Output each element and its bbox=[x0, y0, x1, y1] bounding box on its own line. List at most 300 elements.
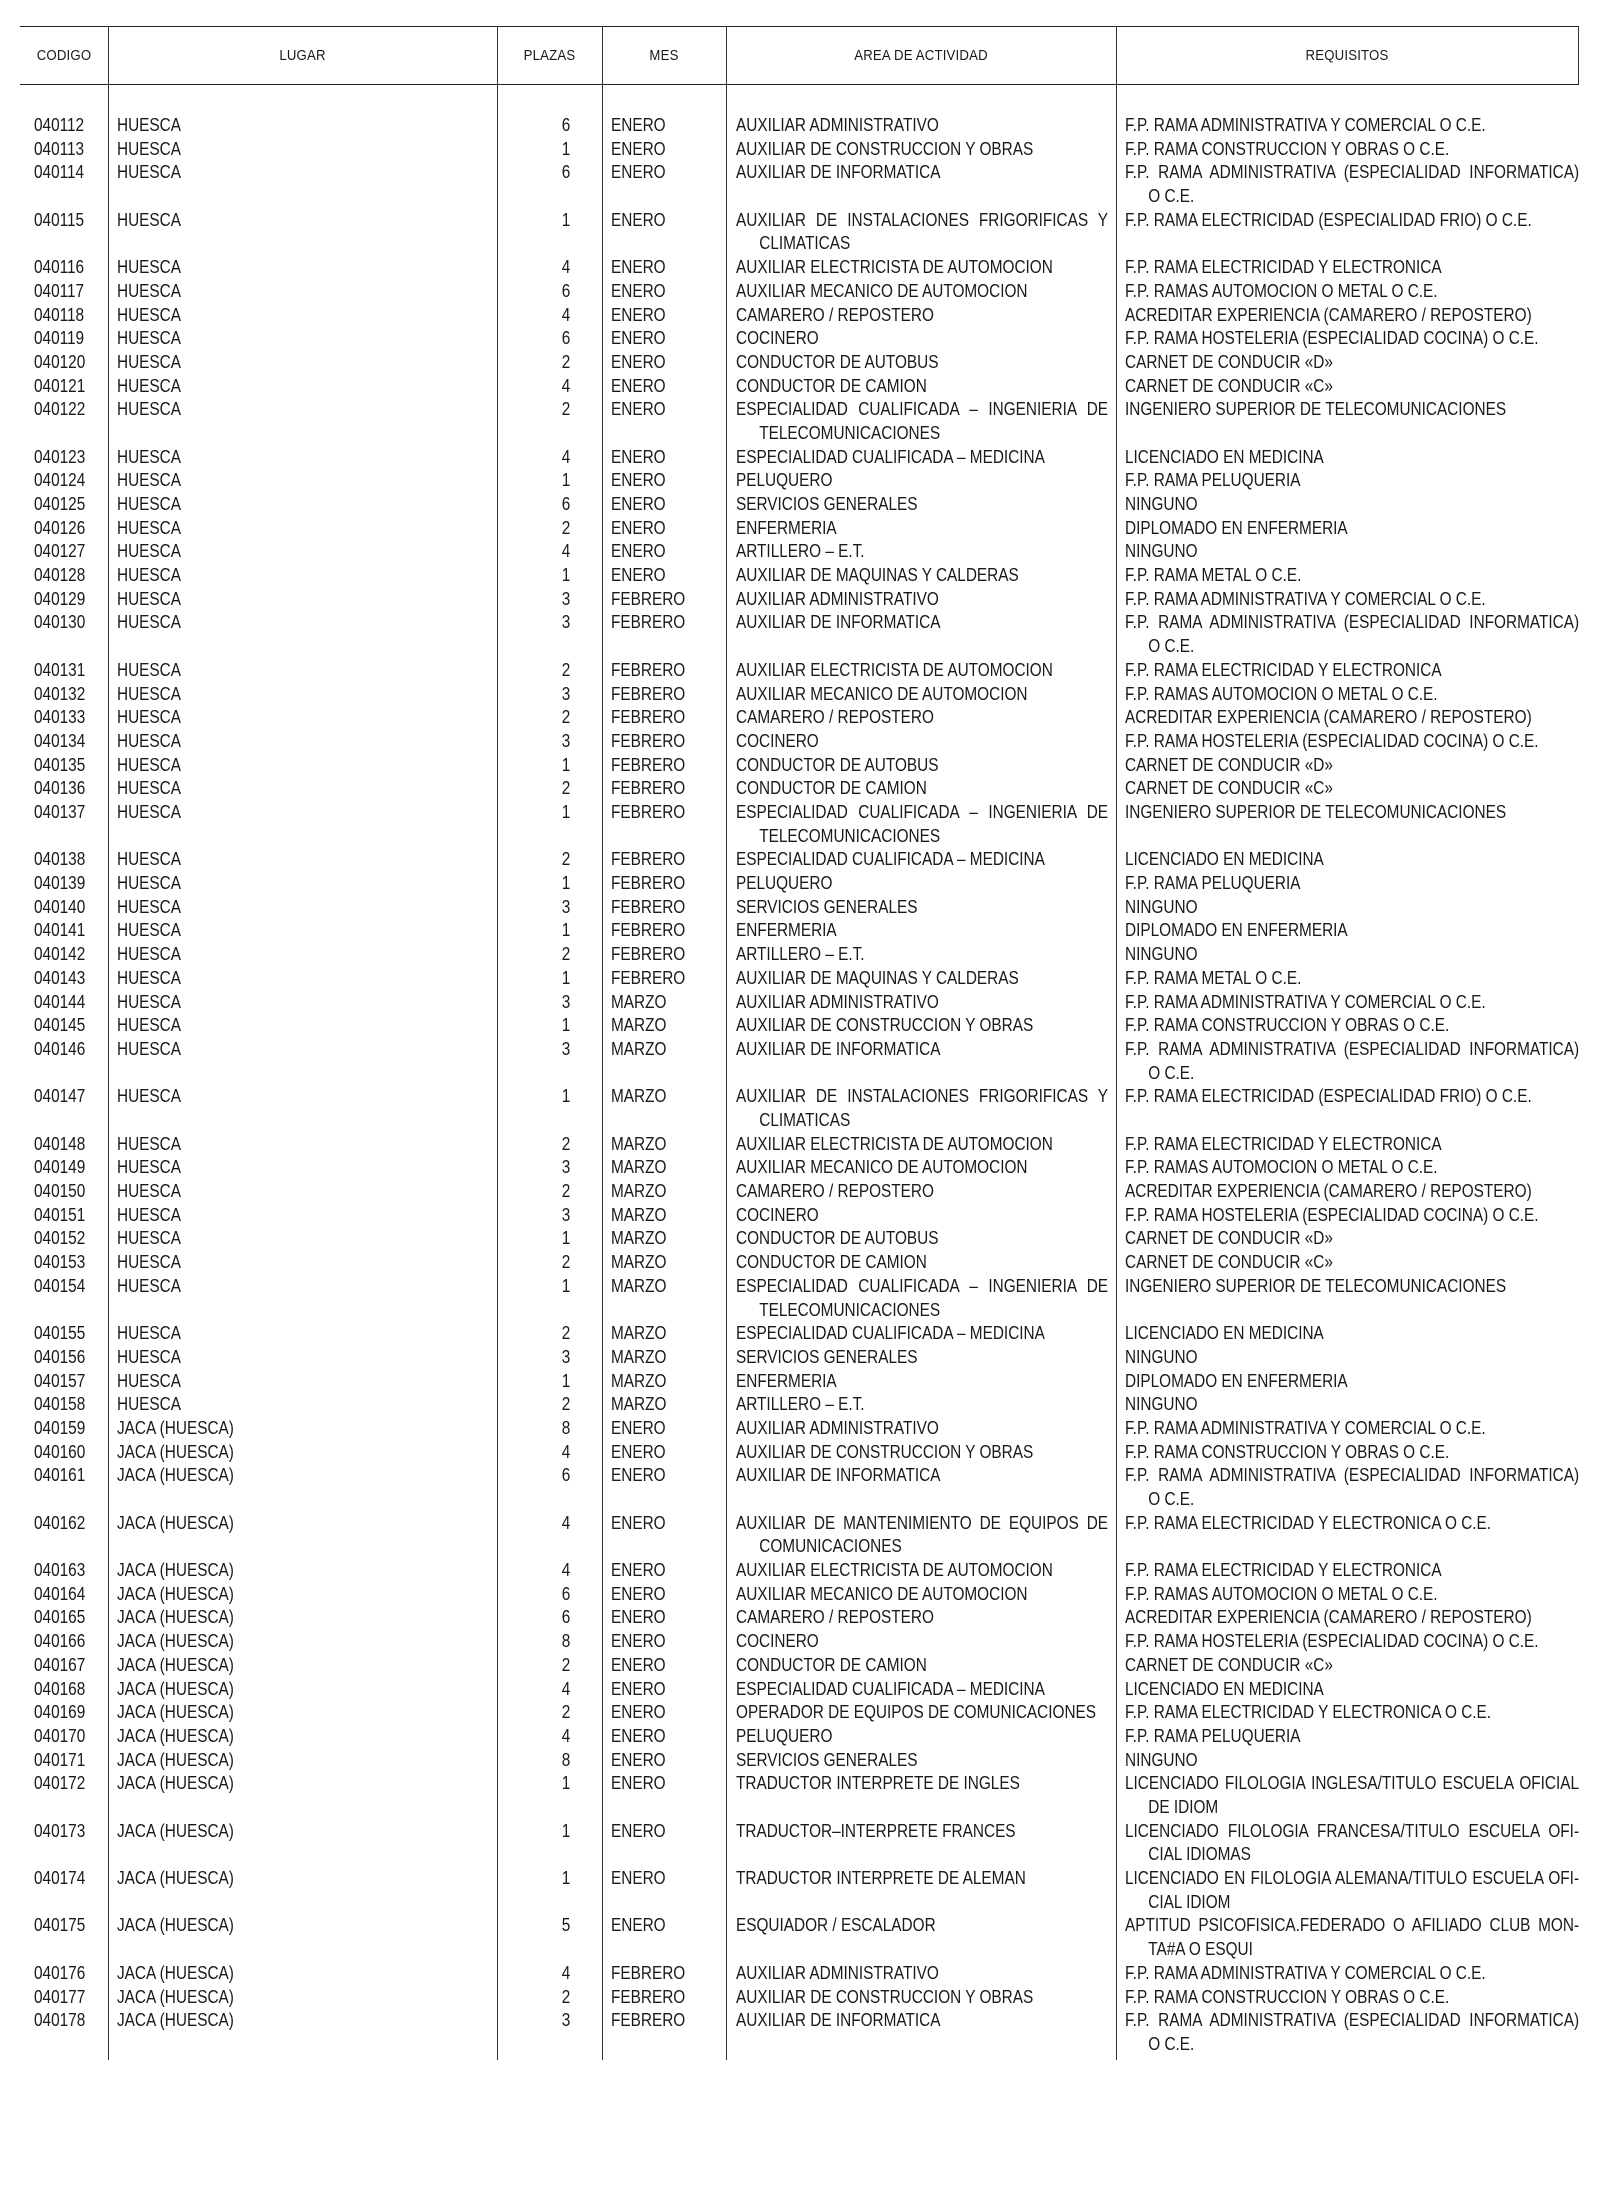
row-mes: ENERO bbox=[611, 114, 666, 135]
table-row bbox=[0, 776, 1598, 800]
row-mes: ENERO bbox=[611, 1653, 666, 1675]
row-area-continuation: TELECOMUNICACIONES bbox=[759, 824, 941, 846]
row-plazas: 3 bbox=[561, 611, 570, 633]
table-row bbox=[0, 326, 1598, 350]
row-codigo: 040114 bbox=[34, 161, 85, 183]
row-area: AUXILIAR MECANICO DE AUTOMOCION bbox=[736, 279, 1028, 301]
row-mes: ENERO bbox=[611, 1748, 666, 1770]
table-row bbox=[0, 1416, 1598, 1440]
table-row bbox=[0, 966, 1598, 990]
row-area: COCINERO bbox=[736, 729, 819, 751]
table-row bbox=[0, 397, 1598, 444]
table-row bbox=[0, 1677, 1598, 1701]
row-area: AUXILIAR DE INFORMATICA bbox=[736, 1464, 941, 1486]
row-area: SERVICIOS GENERALES bbox=[736, 1748, 918, 1770]
row-mes: ENERO bbox=[611, 1582, 666, 1604]
row-lugar: HUESCA bbox=[117, 753, 182, 775]
row-requisitos-continuation: TA#A O ESQUI bbox=[1148, 1938, 1253, 1960]
row-lugar: HUESCA bbox=[117, 848, 182, 870]
row-mes: ENERO bbox=[611, 303, 666, 325]
row-requisitos: F.P. RAMAS AUTOMOCION O METAL O C.E. bbox=[1125, 279, 1438, 301]
row-plazas: 6 bbox=[561, 114, 570, 135]
row-area: AUXILIAR DE CONSTRUCCION Y OBRAS bbox=[736, 1985, 1034, 2007]
row-mes: ENERO bbox=[611, 1630, 666, 1652]
row-codigo: 040146 bbox=[34, 1037, 86, 1059]
row-lugar: JACA (HUESCA) bbox=[117, 1511, 234, 1533]
row-area: AUXILIAR DE CONSTRUCCION Y OBRAS bbox=[736, 1014, 1034, 1036]
row-plazas: 2 bbox=[561, 1132, 570, 1154]
row-codigo: 040141 bbox=[34, 919, 86, 941]
row-requisitos: F.P. RAMA ELECTRICIDAD Y ELECTRONICA bbox=[1125, 1559, 1442, 1581]
table-row bbox=[0, 374, 1598, 398]
row-lugar: JACA (HUESCA) bbox=[117, 1867, 234, 1889]
row-area: AUXILIAR MECANICO DE AUTOMOCION bbox=[736, 1582, 1028, 1604]
table-row bbox=[0, 918, 1598, 942]
table-row bbox=[0, 137, 1598, 161]
row-plazas: 4 bbox=[561, 1724, 570, 1746]
row-lugar: HUESCA bbox=[117, 350, 182, 372]
row-lugar: HUESCA bbox=[117, 1393, 182, 1415]
table-row bbox=[0, 350, 1598, 374]
row-codigo: 040150 bbox=[34, 1180, 86, 1202]
row-plazas: 1 bbox=[561, 1819, 570, 1841]
row-lugar: HUESCA bbox=[117, 706, 182, 728]
row-lugar: HUESCA bbox=[117, 682, 182, 704]
row-plazas: 4 bbox=[561, 1961, 570, 1983]
row-requisitos: NINGUNO bbox=[1125, 943, 1198, 965]
row-area: TRADUCTOR INTERPRETE DE INGLES bbox=[736, 1772, 1020, 1794]
row-requisitos: F.P. RAMA ELECTRICIDAD Y ELECTRONICA bbox=[1125, 1132, 1442, 1154]
row-codigo: 040133 bbox=[34, 706, 86, 728]
row-mes: MARZO bbox=[611, 990, 667, 1012]
row-mes: FEBRERO bbox=[611, 777, 686, 799]
row-mes: MARZO bbox=[611, 1274, 667, 1296]
row-codigo: 040144 bbox=[34, 990, 86, 1012]
row-area: ARTILLERO – E.T. bbox=[736, 1393, 865, 1415]
column-divider bbox=[1578, 26, 1579, 84]
table-row bbox=[0, 539, 1598, 563]
row-requisitos-continuation: O C.E. bbox=[1148, 185, 1195, 207]
row-requisitos: NINGUNO bbox=[1125, 1345, 1198, 1367]
row-plazas: 1 bbox=[561, 801, 570, 822]
row-plazas: 1 bbox=[561, 966, 570, 988]
row-plazas: 3 bbox=[561, 2009, 570, 2031]
header-mes: MES bbox=[649, 46, 679, 64]
row-plazas: 3 bbox=[561, 895, 570, 917]
table-row bbox=[0, 492, 1598, 516]
row-mes: MARZO bbox=[611, 1369, 667, 1391]
row-codigo: 040169 bbox=[34, 1701, 86, 1723]
row-mes: ENERO bbox=[611, 1559, 666, 1581]
row-lugar: HUESCA bbox=[117, 1037, 182, 1059]
row-plazas: 2 bbox=[561, 398, 570, 420]
row-area: CONDUCTOR DE CAMION bbox=[736, 374, 927, 396]
row-plazas: 3 bbox=[561, 1156, 570, 1178]
row-mes: FEBRERO bbox=[611, 872, 686, 894]
row-requisitos: CARNET DE CONDUCIR «D» bbox=[1125, 753, 1333, 775]
row-requisitos: F.P. RAMA ELECTRICIDAD Y ELECTRONICA O C.E. bbox=[1125, 1701, 1492, 1723]
row-requisitos: CARNET DE CONDUCIR «C» bbox=[1125, 777, 1333, 799]
row-lugar: JACA (HUESCA) bbox=[117, 1961, 234, 1983]
row-lugar: HUESCA bbox=[117, 493, 182, 515]
row-requisitos: F.P. RAMA ELECTRICIDAD (ESPECIALIDAD FRIO) O C.E. bbox=[1125, 1085, 1532, 1107]
row-codigo: 040120 bbox=[34, 350, 86, 372]
row-codigo: 040112 bbox=[34, 114, 85, 135]
row-area: ESPECIALIDAD CUALIFICADA – INGENIERIA DE bbox=[736, 1274, 1109, 1296]
row-lugar: HUESCA bbox=[117, 777, 182, 799]
table-row bbox=[0, 1463, 1598, 1510]
table-row bbox=[0, 1558, 1598, 1582]
row-codigo: 040122 bbox=[34, 398, 86, 420]
row-codigo: 040124 bbox=[34, 469, 86, 491]
row-requisitos: CARNET DE CONDUCIR «D» bbox=[1125, 1227, 1333, 1249]
table-row bbox=[0, 1226, 1598, 1250]
row-plazas: 2 bbox=[561, 1322, 570, 1344]
table-row bbox=[0, 1582, 1598, 1606]
row-area: AUXILIAR DE MAQUINAS Y CALDERAS bbox=[736, 966, 1019, 988]
row-area: TRADUCTOR–INTERPRETE FRANCES bbox=[736, 1819, 1016, 1841]
row-mes: MARZO bbox=[611, 1014, 667, 1036]
row-plazas: 8 bbox=[561, 1748, 570, 1770]
row-requisitos: F.P. RAMA CONSTRUCCION Y OBRAS O C.E. bbox=[1125, 1014, 1450, 1036]
row-area: PELUQUERO bbox=[736, 872, 833, 894]
table-row bbox=[0, 1084, 1598, 1131]
row-area: CONDUCTOR DE CAMION bbox=[736, 777, 927, 799]
row-area: SERVICIOS GENERALES bbox=[736, 1345, 918, 1367]
table-row bbox=[0, 563, 1598, 587]
row-requisitos: LICENCIADO FILOLOGIA INGLESA/TITULO ESCUELA OFICIAL bbox=[1125, 1772, 1580, 1794]
row-plazas: 6 bbox=[561, 327, 570, 349]
row-requisitos: F.P. RAMA ADMINISTRATIVA Y COMERCIAL O C.E. bbox=[1125, 114, 1486, 135]
row-lugar: JACA (HUESCA) bbox=[117, 1748, 234, 1770]
row-requisitos: F.P. RAMA ELECTRICIDAD Y ELECTRONICA bbox=[1125, 256, 1442, 278]
row-area: AUXILIAR DE CONSTRUCCION Y OBRAS bbox=[736, 1440, 1034, 1462]
row-lugar: HUESCA bbox=[117, 540, 182, 562]
row-mes: FEBRERO bbox=[611, 848, 686, 870]
row-lugar: HUESCA bbox=[117, 114, 182, 135]
row-lugar: JACA (HUESCA) bbox=[117, 1819, 234, 1841]
row-codigo: 040160 bbox=[34, 1440, 86, 1462]
table-row bbox=[0, 1132, 1598, 1156]
table-row bbox=[0, 1440, 1598, 1464]
row-mes: ENERO bbox=[611, 1416, 666, 1438]
row-area: AUXILIAR DE INFORMATICA bbox=[736, 611, 941, 633]
row-plazas: 6 bbox=[561, 493, 570, 515]
row-lugar: HUESCA bbox=[117, 327, 182, 349]
header-lugar: LUGAR bbox=[279, 46, 326, 64]
row-mes: MARZO bbox=[611, 1132, 667, 1154]
row-requisitos: NINGUNO bbox=[1125, 895, 1198, 917]
table-row bbox=[0, 847, 1598, 871]
row-requisitos-continuation: CIAL IDIOM bbox=[1148, 1890, 1231, 1912]
table-row bbox=[0, 1321, 1598, 1345]
row-mes: ENERO bbox=[611, 516, 666, 538]
row-mes: FEBRERO bbox=[611, 1985, 686, 2007]
row-codigo: 040178 bbox=[34, 2009, 86, 2031]
row-plazas: 2 bbox=[561, 1701, 570, 1723]
row-codigo: 040142 bbox=[34, 943, 86, 965]
row-codigo: 040176 bbox=[34, 1961, 86, 1983]
row-codigo: 040159 bbox=[34, 1416, 86, 1438]
row-mes: MARZO bbox=[611, 1037, 667, 1059]
row-plazas: 2 bbox=[561, 943, 570, 965]
row-lugar: JACA (HUESCA) bbox=[117, 1416, 234, 1438]
row-mes: MARZO bbox=[611, 1322, 667, 1344]
row-codigo: 040125 bbox=[34, 493, 86, 515]
row-mes: ENERO bbox=[611, 256, 666, 278]
row-lugar: JACA (HUESCA) bbox=[117, 1440, 234, 1462]
row-requisitos: NINGUNO bbox=[1125, 493, 1198, 515]
table-row bbox=[0, 255, 1598, 279]
row-codigo: 040123 bbox=[34, 445, 86, 467]
row-lugar: HUESCA bbox=[117, 587, 182, 609]
row-plazas: 1 bbox=[561, 919, 570, 941]
row-plazas: 1 bbox=[561, 1867, 570, 1889]
row-area: ARTILLERO – E.T. bbox=[736, 943, 865, 965]
table-row bbox=[0, 1913, 1598, 1960]
row-mes: FEBRERO bbox=[611, 801, 686, 822]
row-mes: MARZO bbox=[611, 1180, 667, 1202]
row-mes: ENERO bbox=[611, 279, 666, 301]
row-area: AUXILIAR MECANICO DE AUTOMOCION bbox=[736, 682, 1028, 704]
row-requisitos: INGENIERO SUPERIOR DE TELECOMUNICACIONES bbox=[1125, 398, 1507, 420]
row-requisitos: NINGUNO bbox=[1125, 1393, 1198, 1415]
row-requisitos: LICENCIADO EN MEDICINA bbox=[1125, 1322, 1324, 1344]
row-plazas: 5 bbox=[561, 1914, 570, 1936]
row-mes: MARZO bbox=[611, 1085, 667, 1107]
row-mes: ENERO bbox=[611, 445, 666, 467]
row-codigo: 040127 bbox=[34, 540, 86, 562]
row-codigo: 040138 bbox=[34, 848, 86, 870]
row-requisitos: F.P. RAMA HOSTELERIA (ESPECIALIDAD COCINA) O C.E. bbox=[1125, 1203, 1539, 1225]
table-row bbox=[0, 1653, 1598, 1677]
row-requisitos: F.P. RAMA METAL O C.E. bbox=[1125, 966, 1302, 988]
row-plazas: 1 bbox=[561, 1369, 570, 1391]
table-row bbox=[0, 729, 1598, 753]
row-lugar: HUESCA bbox=[117, 729, 182, 751]
row-area: AUXILIAR DE INFORMATICA bbox=[736, 1037, 941, 1059]
row-plazas: 3 bbox=[561, 1203, 570, 1225]
row-area: AUXILIAR DE INSTALACIONES FRIGORIFICAS Y bbox=[736, 208, 1109, 230]
row-lugar: HUESCA bbox=[117, 1132, 182, 1154]
row-lugar: JACA (HUESCA) bbox=[117, 1985, 234, 2007]
row-plazas: 2 bbox=[561, 1180, 570, 1202]
row-requisitos: F.P. RAMA CONSTRUCCION Y OBRAS O C.E. bbox=[1125, 1440, 1450, 1462]
row-lugar: HUESCA bbox=[117, 469, 182, 491]
row-plazas: 1 bbox=[561, 469, 570, 491]
row-area: AUXILIAR ADMINISTRATIVO bbox=[736, 1416, 939, 1438]
row-mes: ENERO bbox=[611, 1464, 666, 1486]
row-codigo: 040130 bbox=[34, 611, 86, 633]
row-requisitos: CARNET DE CONDUCIR «C» bbox=[1125, 374, 1333, 396]
row-codigo: 040173 bbox=[34, 1819, 86, 1841]
row-mes: ENERO bbox=[611, 1677, 666, 1699]
row-plazas: 2 bbox=[561, 1393, 570, 1415]
row-mes: ENERO bbox=[611, 137, 666, 159]
row-mes: ENERO bbox=[611, 1701, 666, 1723]
table-row bbox=[0, 1605, 1598, 1629]
row-codigo: 040143 bbox=[34, 966, 86, 988]
row-requisitos: F.P. RAMA HOSTELERIA (ESPECIALIDAD COCINA) O C.E. bbox=[1125, 1630, 1539, 1652]
row-lugar: HUESCA bbox=[117, 1274, 182, 1296]
row-area: ESPECIALIDAD CUALIFICADA – MEDICINA bbox=[736, 1677, 1045, 1699]
row-codigo: 040175 bbox=[34, 1914, 86, 1936]
row-plazas: 3 bbox=[561, 587, 570, 609]
table-row bbox=[0, 208, 1598, 255]
row-codigo: 040128 bbox=[34, 564, 86, 586]
row-mes: ENERO bbox=[611, 1724, 666, 1746]
row-lugar: HUESCA bbox=[117, 1014, 182, 1036]
row-area: AUXILIAR MECANICO DE AUTOMOCION bbox=[736, 1156, 1028, 1178]
table-row bbox=[0, 445, 1598, 469]
table-row bbox=[0, 279, 1598, 303]
row-requisitos: DIPLOMADO EN ENFERMERIA bbox=[1125, 516, 1348, 538]
row-area: CAMARERO / REPOSTERO bbox=[736, 303, 934, 325]
row-mes: FEBRERO bbox=[611, 682, 686, 704]
row-plazas: 2 bbox=[561, 1985, 570, 2007]
row-codigo: 040115 bbox=[34, 208, 85, 230]
row-area: CONDUCTOR DE CAMION bbox=[736, 1251, 927, 1273]
row-area-continuation: TELECOMUNICACIONES bbox=[759, 1298, 941, 1320]
table-row bbox=[0, 610, 1598, 657]
row-codigo: 040162 bbox=[34, 1511, 86, 1533]
row-codigo: 040165 bbox=[34, 1606, 86, 1628]
row-area: AUXILIAR ADMINISTRATIVO bbox=[736, 1961, 939, 1983]
row-requisitos-continuation: O C.E. bbox=[1148, 1061, 1195, 1083]
table-row bbox=[0, 1700, 1598, 1724]
row-requisitos: LICENCIADO EN FILOLOGIA ALEMANA/TITULO ESCUELA OFI- bbox=[1125, 1867, 1580, 1889]
table-row bbox=[0, 587, 1598, 611]
table-row bbox=[0, 303, 1598, 327]
row-lugar: JACA (HUESCA) bbox=[117, 1630, 234, 1652]
row-codigo: 040154 bbox=[34, 1274, 86, 1296]
row-lugar: HUESCA bbox=[117, 1227, 182, 1249]
header-plazas: PLAZAS bbox=[523, 46, 576, 64]
row-plazas: 2 bbox=[561, 516, 570, 538]
row-mes: FEBRERO bbox=[611, 943, 686, 965]
table-row bbox=[0, 1274, 1598, 1321]
row-area: ESPECIALIDAD CUALIFICADA – INGENIERIA DE bbox=[736, 801, 1109, 822]
row-area: CONDUCTOR DE AUTOBUS bbox=[736, 1227, 939, 1249]
row-lugar: HUESCA bbox=[117, 1085, 182, 1107]
row-requisitos: DIPLOMADO EN ENFERMERIA bbox=[1125, 919, 1348, 941]
row-mes: ENERO bbox=[611, 493, 666, 515]
row-lugar: HUESCA bbox=[117, 398, 182, 420]
row-codigo: 040132 bbox=[34, 682, 86, 704]
row-codigo: 040139 bbox=[34, 872, 86, 894]
row-lugar: HUESCA bbox=[117, 1251, 182, 1273]
row-plazas: 1 bbox=[561, 753, 570, 775]
row-mes: ENERO bbox=[611, 1819, 666, 1841]
row-lugar: HUESCA bbox=[117, 564, 182, 586]
table-row bbox=[0, 1629, 1598, 1653]
table-row bbox=[0, 1155, 1598, 1179]
row-requisitos: F.P. RAMA CONSTRUCCION Y OBRAS O C.E. bbox=[1125, 1985, 1450, 2007]
row-requisitos-continuation: O C.E. bbox=[1148, 635, 1195, 657]
row-plazas: 1 bbox=[561, 1772, 570, 1794]
row-mes: FEBRERO bbox=[611, 753, 686, 775]
row-requisitos: INGENIERO SUPERIOR DE TELECOMUNICACIONES bbox=[1125, 801, 1507, 822]
table-row bbox=[0, 705, 1598, 729]
row-mes: FEBRERO bbox=[611, 895, 686, 917]
row-requisitos: ACREDITAR EXPERIENCIA (CAMARERO / REPOSTERO) bbox=[1125, 706, 1532, 728]
row-plazas: 2 bbox=[561, 1653, 570, 1675]
row-mes: ENERO bbox=[611, 1606, 666, 1628]
row-lugar: HUESCA bbox=[117, 1369, 182, 1391]
row-requisitos: F.P. RAMA ADMINISTRATIVA (ESPECIALIDAD INFORMATICA) bbox=[1125, 2009, 1580, 2031]
row-mes: ENERO bbox=[611, 564, 666, 586]
row-plazas: 4 bbox=[561, 256, 570, 278]
row-mes: ENERO bbox=[611, 1914, 666, 1936]
row-requisitos: CARNET DE CONDUCIR «C» bbox=[1125, 1653, 1333, 1675]
table-header-rule bbox=[20, 84, 1579, 85]
row-area: TRADUCTOR INTERPRETE DE ALEMAN bbox=[736, 1867, 1026, 1889]
row-plazas: 6 bbox=[561, 1582, 570, 1604]
row-area: AUXILIAR ADMINISTRATIVO bbox=[736, 587, 939, 609]
row-lugar: HUESCA bbox=[117, 895, 182, 917]
row-lugar: HUESCA bbox=[117, 161, 182, 183]
row-plazas: 3 bbox=[561, 990, 570, 1012]
row-requisitos-continuation: CIAL IDIOMAS bbox=[1148, 1843, 1251, 1865]
table-row bbox=[0, 113, 1598, 137]
header-codigo: CODIGO bbox=[36, 46, 92, 64]
row-lugar: HUESCA bbox=[117, 137, 182, 159]
row-plazas: 1 bbox=[561, 872, 570, 894]
row-plazas: 1 bbox=[561, 564, 570, 586]
row-mes: FEBRERO bbox=[611, 706, 686, 728]
row-requisitos: F.P. RAMAS AUTOMOCION O METAL O C.E. bbox=[1125, 682, 1438, 704]
row-area-continuation: CLIMATICAS bbox=[759, 1108, 851, 1130]
table-row bbox=[0, 1392, 1598, 1416]
table-row bbox=[0, 1819, 1598, 1866]
row-codigo: 040164 bbox=[34, 1582, 86, 1604]
row-lugar: HUESCA bbox=[117, 256, 182, 278]
table-row bbox=[0, 1771, 1598, 1818]
row-mes: FEBRERO bbox=[611, 919, 686, 941]
row-codigo: 040156 bbox=[34, 1345, 86, 1367]
row-requisitos: INGENIERO SUPERIOR DE TELECOMUNICACIONES bbox=[1125, 1274, 1507, 1296]
table-row bbox=[0, 871, 1598, 895]
row-area: AUXILIAR DE MANTENIMIENTO DE EQUIPOS DE bbox=[736, 1511, 1109, 1533]
row-lugar: HUESCA bbox=[117, 1322, 182, 1344]
table-row bbox=[0, 942, 1598, 966]
row-lugar: HUESCA bbox=[117, 943, 182, 965]
row-plazas: 6 bbox=[561, 1606, 570, 1628]
row-requisitos: F.P. RAMA PELUQUERIA bbox=[1125, 872, 1301, 894]
header-area: AREA DE ACTIVIDAD bbox=[854, 46, 988, 64]
row-area-continuation: COMUNICACIONES bbox=[759, 1535, 902, 1557]
row-lugar: JACA (HUESCA) bbox=[117, 1582, 234, 1604]
row-codigo: 040157 bbox=[34, 1369, 86, 1391]
table-row bbox=[0, 1345, 1598, 1369]
row-area: AUXILIAR DE INSTALACIONES FRIGORIFICAS Y bbox=[736, 1085, 1109, 1107]
row-mes: MARZO bbox=[611, 1393, 667, 1415]
row-codigo: 040134 bbox=[34, 729, 86, 751]
row-lugar: HUESCA bbox=[117, 516, 182, 538]
row-plazas: 3 bbox=[561, 682, 570, 704]
row-lugar: JACA (HUESCA) bbox=[117, 1677, 234, 1699]
row-lugar: HUESCA bbox=[117, 658, 182, 680]
row-plazas: 3 bbox=[561, 1037, 570, 1059]
row-mes: ENERO bbox=[611, 1440, 666, 1462]
row-requisitos: F.P. RAMA PELUQUERIA bbox=[1125, 1724, 1301, 1746]
row-mes: ENERO bbox=[611, 1772, 666, 1794]
row-mes: FEBRERO bbox=[611, 2009, 686, 2031]
row-area: SERVICIOS GENERALES bbox=[736, 895, 918, 917]
row-codigo: 040136 bbox=[34, 777, 86, 799]
row-codigo: 040166 bbox=[34, 1630, 86, 1652]
row-codigo: 040137 bbox=[34, 801, 86, 822]
